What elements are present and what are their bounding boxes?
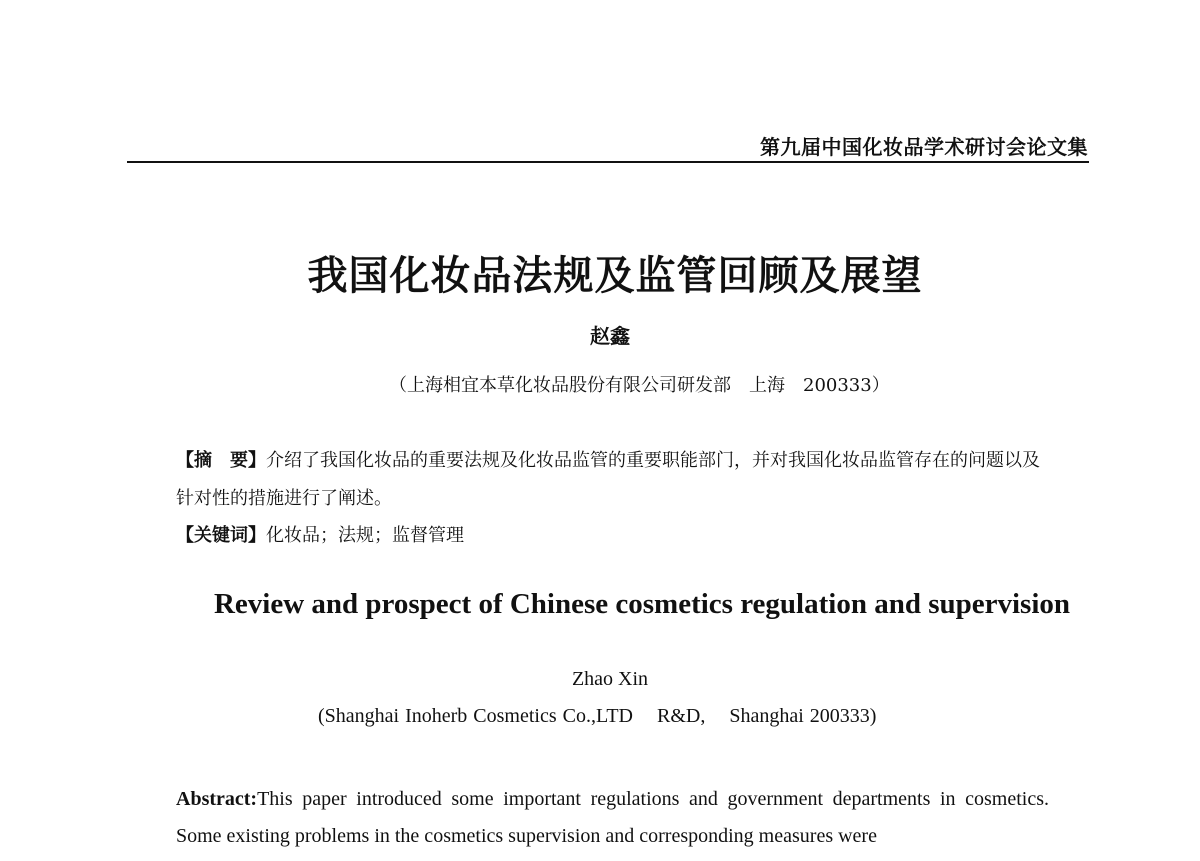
chinese-keywords-label: 【关键词】 xyxy=(176,525,266,546)
chinese-affiliation: （上海相宜本草化妆品股份有限公司研发部 上海 200333） xyxy=(389,375,890,396)
header-rule xyxy=(127,161,1089,163)
chinese-abstract xyxy=(176,442,1046,518)
english-title: Review and prospect of Chinese cosmetics regulation and supervision xyxy=(213,588,1071,620)
chinese-keywords xyxy=(176,521,464,547)
chinese-title: 我国化妆品法规及监管回顾及展望 xyxy=(307,253,923,299)
english-author: Zhao Xin xyxy=(571,668,649,690)
chinese-author: 赵鑫 xyxy=(590,324,630,348)
english-abstract-text: This paper introduced some important regulations and government departments in cosmetics. Some existing problems in the cosmetics supervision and corresponding measures were xyxy=(176,788,1049,847)
english-abstract-label: Abstract: xyxy=(176,788,258,810)
chinese-abstract-label: 【摘 要】 xyxy=(176,450,266,471)
chinese-keywords-text: 化妆品；法规；监督管理 xyxy=(266,525,464,546)
running-header: 第九届中国化妆品学术研讨会论文集 xyxy=(760,135,1088,159)
english-affiliation: (Shanghai Inoherb Cosmetics Co.,LTD R&D, Shanghai 200333) xyxy=(318,705,877,727)
english-abstract xyxy=(176,781,1049,855)
chinese-abstract-text: 介绍了我国化妆品的重要法规及化妆品监管的重要职能部门，并对我国化妆品监管存在的问题以及针对性的措施进行了阐述。 xyxy=(176,450,1040,509)
